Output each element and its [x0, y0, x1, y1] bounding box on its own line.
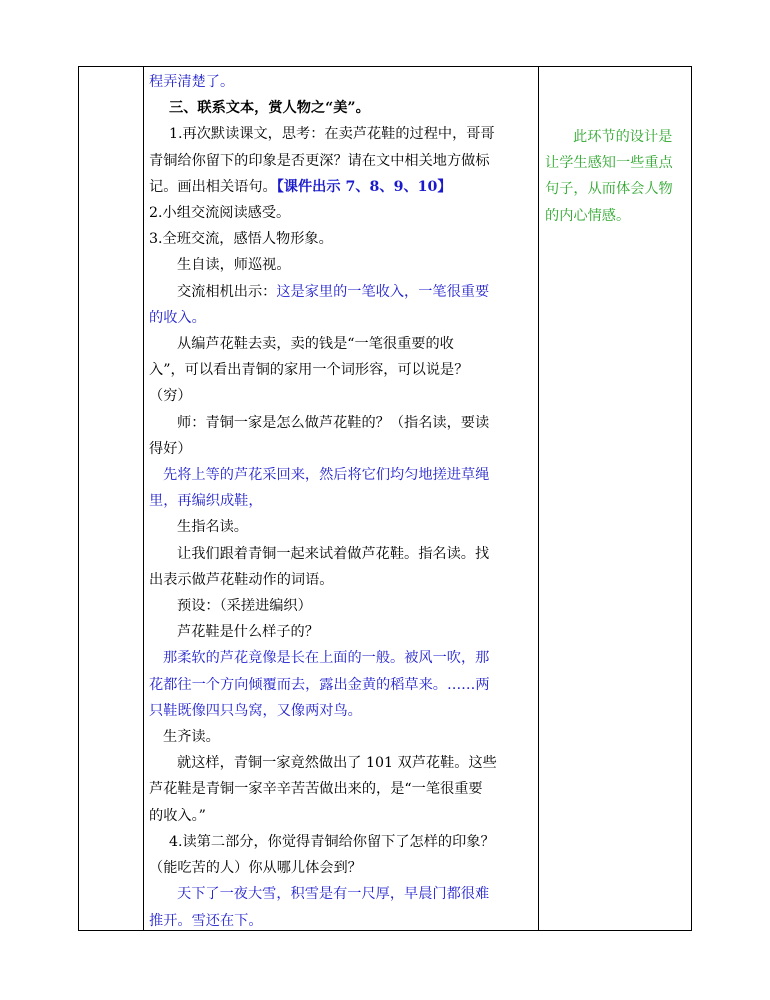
text-line: 天下了一夜大雪，积雪是有一尺厚，早晨门都很难 [177, 886, 490, 903]
design-intent-column [545, 124, 687, 229]
design-note-line: 的内心情感。 [545, 207, 631, 224]
text-line: 出表示做芦花鞋动作的词语。 [149, 571, 334, 588]
text-line: 记。画出相关语句。【课件出示 7、8、9、10】 [149, 178, 452, 195]
design-note-line: 句子，从而体会人物 [545, 181, 673, 198]
text-line: 只鞋既像四只鸟窝，又像两对鸟。 [149, 702, 362, 719]
text-line: 2.小组交流阅读感受。 [149, 205, 291, 222]
text-line: 生齐读。 [163, 729, 220, 746]
text-line: 交流相机出示：这是家里的一笔收入，一笔很重要 [177, 283, 490, 300]
text-line: 3.全班交流，感悟人物形象。 [149, 231, 333, 248]
text-line: 的收入。” [149, 807, 206, 824]
design-note-line: 让学生感知一些重点 [545, 155, 673, 172]
text-line: 芦花鞋是青铜一家辛辛苦苦做出来的，是“一笔很重要 [149, 781, 483, 798]
text-line: 预设：（采搓进编织） [177, 598, 312, 615]
column-divider-left [143, 67, 144, 930]
text-line: 就这样，青铜一家竟然做出了 101 双芦花鞋。这些 [177, 755, 497, 772]
text-line: 那柔软的芦花竟像是长在上面的一般。被风一吹，那 [163, 650, 490, 667]
text-line: 青铜给你留下的印象是否更深？请在文中相关地方做标 [149, 152, 490, 169]
quoted-text: 这是家里的一笔收入，一笔很重要 [276, 283, 490, 300]
text-line: 推开。雪还在下。 [149, 912, 263, 929]
design-note-line: 此环节的设计是 [573, 129, 673, 145]
text-line: 生指名读。 [177, 519, 248, 536]
text-line: 师：青铜一家是怎么做芦花鞋的？（指名读，要读 [177, 414, 490, 431]
text-line: 的收入。 [149, 309, 206, 326]
text-line: （穷） [149, 388, 192, 405]
text-line: 里，再编织成鞋， [149, 493, 263, 510]
teaching-process-column [149, 69, 534, 934]
text-line: 4.读第二部分，你觉得青铜给你留下了怎样的印象？ [169, 833, 495, 850]
text-line: 花都往一个方向倾覆而去，露出金黄的稻草来。……两 [149, 676, 490, 693]
text-line: 1.再次默读课文，思考：在卖芦花鞋的过程中，哥哥 [169, 126, 495, 143]
text-line: （能吃苦的人）你从哪儿体会到？ [149, 860, 362, 877]
text-line: 程弄清楚了。 [149, 74, 235, 90]
text-line: 芦花鞋是什么样子的？ [177, 624, 319, 641]
lesson-plan-table [78, 66, 692, 931]
text-line: 让我们跟着青铜一起来试着做芦花鞋。指名读。找 [177, 545, 490, 562]
text-line: 从编芦花鞋去卖，卖的钱是“一笔很重要的收 [177, 336, 454, 353]
text-line: 生自读，师巡视。 [177, 257, 291, 274]
courseware-cue: 【课件出示 7、8、9、10】 [276, 178, 452, 195]
text-line: 先将上等的芦花采回来，然后将它们均匀地搓进草绳 [163, 467, 490, 484]
text-line: 得好） [149, 440, 192, 457]
column-divider-right [538, 67, 539, 930]
text-line: 三、联系文本，赏人物之“美”。 [169, 100, 370, 117]
text-line: 入”，可以看出青铜的家用一个词形容，可以说是？ [149, 362, 469, 379]
